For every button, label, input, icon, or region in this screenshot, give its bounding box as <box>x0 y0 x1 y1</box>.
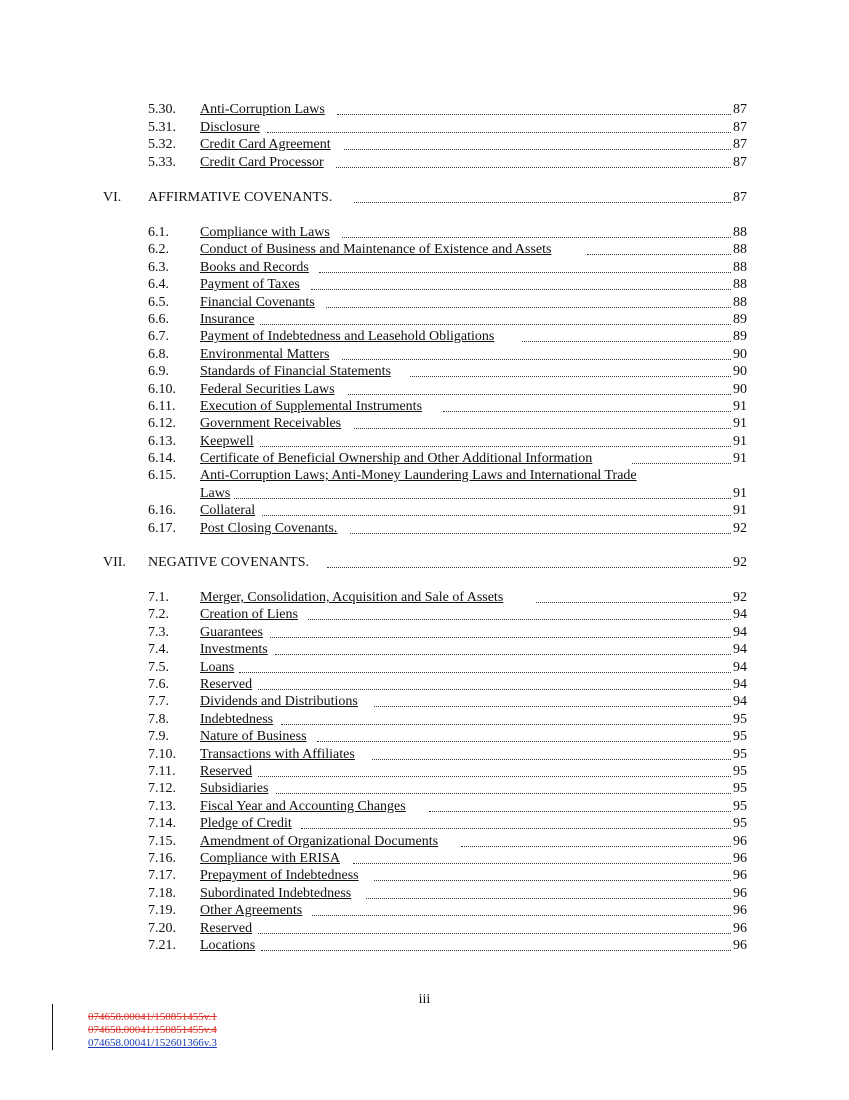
dot-leader <box>319 272 731 273</box>
section-number: 6.3. <box>148 260 169 275</box>
section-number: 5.30. <box>148 102 176 117</box>
section-title-link[interactable]: Compliance with Laws <box>200 225 330 240</box>
section-title-link-continued[interactable]: Laws <box>200 486 231 501</box>
dot-leader <box>270 637 731 638</box>
dot-leader <box>374 880 731 881</box>
section-title-link[interactable]: Creation of Liens <box>200 607 298 622</box>
page-number: 89 <box>733 329 747 344</box>
section-title-link[interactable]: Federal Securities Laws <box>200 382 335 397</box>
article-title[interactable]: NEGATIVE COVENANTS. <box>148 555 309 570</box>
dot-leader <box>337 114 731 115</box>
section-number: 7.4. <box>148 642 169 657</box>
section-number: 6.10. <box>148 382 176 397</box>
page-number: 92 <box>733 590 747 605</box>
section-number: 6.6. <box>148 312 169 327</box>
section-title-link[interactable]: Locations <box>200 938 256 953</box>
page-number: 88 <box>733 242 747 257</box>
page-number: 87 <box>733 120 747 135</box>
dot-leader <box>317 741 731 742</box>
dot-leader <box>374 706 731 707</box>
section-title-link[interactable]: Subsidiaries <box>200 781 269 796</box>
dot-leader <box>301 828 731 829</box>
section-title-link[interactable]: Post Closing Covenants. <box>200 521 338 536</box>
section-number: 7.18. <box>148 886 176 901</box>
article-number: VI. <box>103 190 122 205</box>
page-number: 88 <box>733 260 747 275</box>
section-number: 7.7. <box>148 694 169 709</box>
section-number: 7.20. <box>148 921 176 936</box>
page-number: 95 <box>733 729 747 744</box>
page-number: 96 <box>733 868 747 883</box>
section-number: 7.21. <box>148 938 176 953</box>
section-title-link[interactable]: Indebtedness <box>200 712 274 727</box>
section-title-link[interactable]: Reserved <box>200 921 253 936</box>
page-number: 91 <box>733 399 747 414</box>
section-number: 7.3. <box>148 625 169 640</box>
dot-leader <box>276 793 731 794</box>
section-title-link[interactable]: Guarantees <box>200 625 263 640</box>
section-title-link[interactable]: Conduct of Business and Maintenance of Existence and Assets <box>200 242 552 257</box>
section-title-link[interactable]: Anti-Corruption Laws <box>200 102 325 117</box>
section-title-link[interactable]: Collateral <box>200 503 256 518</box>
section-number: 6.4. <box>148 277 169 292</box>
footer-page-number: iii <box>418 992 431 1007</box>
dot-leader <box>258 689 731 690</box>
section-title-link[interactable]: Merger, Consolidation, Acquisition and Sale of Assets <box>200 590 504 605</box>
page-number: 96 <box>733 851 747 866</box>
dot-leader <box>536 602 731 603</box>
page-number: 90 <box>733 382 747 397</box>
dot-leader <box>261 950 731 951</box>
section-number: 7.19. <box>148 903 176 918</box>
section-title-link[interactable]: Reserved <box>200 764 253 779</box>
page-number: 90 <box>733 364 747 379</box>
section-title-link[interactable]: Environmental Matters <box>200 347 330 362</box>
dot-leader <box>342 237 731 238</box>
section-title-link[interactable]: Investments <box>200 642 268 657</box>
dot-leader <box>311 289 731 290</box>
dot-leader <box>354 428 731 429</box>
section-title-link[interactable]: Disclosure <box>200 120 260 135</box>
page-number: 91 <box>733 486 747 501</box>
dot-leader <box>327 567 731 568</box>
section-number: 7.5. <box>148 660 169 675</box>
dot-leader <box>312 915 731 916</box>
section-title-link[interactable]: Fiscal Year and Accounting Changes <box>200 799 406 814</box>
page-number: 87 <box>733 102 747 117</box>
dot-leader <box>260 324 731 325</box>
section-title-link[interactable]: Credit Card Processor <box>200 155 324 170</box>
dot-leader <box>258 933 731 934</box>
dot-leader <box>429 811 731 812</box>
section-title-link[interactable]: Subordinated Indebtedness <box>200 886 352 901</box>
section-title-link[interactable]: Standards of Financial Statements <box>200 364 391 379</box>
section-number: 7.6. <box>148 677 169 692</box>
page-number: 89 <box>733 312 747 327</box>
page-number: 88 <box>733 295 747 310</box>
change-bar <box>52 1004 53 1050</box>
page-number: 94 <box>733 677 747 692</box>
page-number: 96 <box>733 938 747 953</box>
page-number: 87 <box>733 155 747 170</box>
section-number: 7.14. <box>148 816 176 831</box>
section-number: 6.15. <box>148 468 176 483</box>
dot-leader <box>461 846 731 847</box>
section-number: 5.32. <box>148 137 176 152</box>
dot-leader <box>350 533 731 534</box>
page-number: 95 <box>733 747 747 762</box>
dot-leader <box>275 654 731 655</box>
section-number: 7.15. <box>148 834 176 849</box>
dot-leader <box>353 863 731 864</box>
section-title-link[interactable]: Transactions with Affiliates <box>200 747 355 762</box>
section-number: 6.11. <box>148 399 176 414</box>
section-title-link[interactable]: Payment of Taxes <box>200 277 300 292</box>
section-title-link[interactable]: Anti-Corruption Laws; Anti-Money Laundering Laws and International Trade <box>200 468 637 483</box>
section-number: 6.9. <box>148 364 169 379</box>
section-number: 6.12. <box>148 416 176 431</box>
page-number: 96 <box>733 921 747 936</box>
doc-id-deleted: 074658.00041/150851455v.1 <box>88 1011 217 1023</box>
section-title-link[interactable]: Books and Records <box>200 260 309 275</box>
section-number: 5.31. <box>148 120 176 135</box>
section-title-link[interactable]: Execution of Supplemental Instruments <box>200 399 423 414</box>
dot-leader <box>234 498 731 499</box>
page-number: 91 <box>733 451 747 466</box>
page-number: 95 <box>733 764 747 779</box>
section-number: 6.5. <box>148 295 169 310</box>
dot-leader <box>308 619 731 620</box>
section-title-link[interactable]: Reserved <box>200 677 253 692</box>
page-number: 92 <box>733 521 747 536</box>
section-number: 7.16. <box>148 851 176 866</box>
section-number: 5.33. <box>148 155 176 170</box>
section-number: 6.1. <box>148 225 169 240</box>
page-number: 96 <box>733 886 747 901</box>
section-number: 7.17. <box>148 868 176 883</box>
section-number: 6.14. <box>148 451 176 466</box>
section-number: 6.17. <box>148 521 176 536</box>
section-number: 6.2. <box>148 242 169 257</box>
page-number: 91 <box>733 416 747 431</box>
section-title-link[interactable]: Pledge of Credit <box>200 816 292 831</box>
doc-id-current-link[interactable]: 074658.00041/152601366v.3 <box>88 1037 217 1049</box>
section-number: 7.12. <box>148 781 176 796</box>
section-title-link[interactable]: Dividends and Distributions <box>200 694 358 709</box>
dot-leader <box>632 463 731 464</box>
page-number: 90 <box>733 347 747 362</box>
dot-leader <box>239 672 731 673</box>
dot-leader <box>262 515 731 516</box>
doc-id-deleted: 074658.00041/150851455v.4 <box>88 1024 217 1036</box>
page-number: 94 <box>733 607 747 622</box>
page-number: 94 <box>733 694 747 709</box>
page-number: 94 <box>733 625 747 640</box>
section-number: 7.9. <box>148 729 169 744</box>
page-number: 96 <box>733 834 747 849</box>
dot-leader <box>267 132 731 133</box>
page-number: 95 <box>733 712 747 727</box>
section-number: 6.13. <box>148 434 176 449</box>
section-number: 6.7. <box>148 329 169 344</box>
page-number: 95 <box>733 816 747 831</box>
dot-leader <box>443 411 731 412</box>
dot-leader <box>410 376 731 377</box>
section-number: 7.13. <box>148 799 176 814</box>
section-title-link[interactable]: Insurance <box>200 312 255 327</box>
dot-leader <box>260 446 731 447</box>
section-title-link[interactable]: Nature of Business <box>200 729 307 744</box>
section-title-link[interactable]: Prepayment of Indebtedness <box>200 868 359 883</box>
section-number: 7.8. <box>148 712 169 727</box>
dot-leader <box>366 898 731 899</box>
section-number: 7.10. <box>148 747 176 762</box>
section-title-link[interactable]: Amendment of Organizational Documents <box>200 834 439 849</box>
page-number: 87 <box>733 137 747 152</box>
page-number: 87 <box>733 190 747 205</box>
dot-leader <box>258 776 731 777</box>
page-number: 94 <box>733 660 747 675</box>
section-number: 7.11. <box>148 764 176 779</box>
section-number: 7.1. <box>148 590 169 605</box>
section-title-link[interactable]: Loans <box>200 660 235 675</box>
section-title-link[interactable]: Other Agreements <box>200 903 303 918</box>
page-number: 88 <box>733 225 747 240</box>
page-number: 92 <box>733 555 747 570</box>
page-number: 91 <box>733 503 747 518</box>
dot-leader <box>326 307 731 308</box>
section-number: 6.8. <box>148 347 169 362</box>
page-number: 95 <box>733 781 747 796</box>
dot-leader <box>336 167 731 168</box>
page-number: 94 <box>733 642 747 657</box>
dot-leader <box>522 341 731 342</box>
section-title-link[interactable]: Compliance with ERISA <box>200 851 340 866</box>
section-title-link[interactable]: Credit Card Agreement <box>200 137 331 152</box>
dot-leader <box>348 394 731 395</box>
dot-leader <box>587 254 731 255</box>
page-number: 88 <box>733 277 747 292</box>
section-title-link[interactable]: Government Receivables <box>200 416 342 431</box>
section-number: 7.2. <box>148 607 169 622</box>
section-number: 6.16. <box>148 503 176 518</box>
article-title[interactable]: AFFIRMATIVE COVENANTS. <box>148 190 333 205</box>
page-number: 95 <box>733 799 747 814</box>
dot-leader <box>354 202 731 203</box>
dot-leader <box>372 759 731 760</box>
section-title-link[interactable]: Certificate of Beneficial Ownership and Other Additional Information <box>200 451 593 466</box>
section-title-link[interactable]: Keepwell <box>200 434 254 449</box>
dot-leader <box>281 724 731 725</box>
page-number: 91 <box>733 434 747 449</box>
page-number: 96 <box>733 903 747 918</box>
dot-leader <box>342 359 731 360</box>
section-title-link[interactable]: Financial Covenants <box>200 295 315 310</box>
section-title-link[interactable]: Payment of Indebtedness and Leasehold Obligations <box>200 329 495 344</box>
article-number: VII. <box>103 555 126 570</box>
dot-leader <box>344 149 731 150</box>
